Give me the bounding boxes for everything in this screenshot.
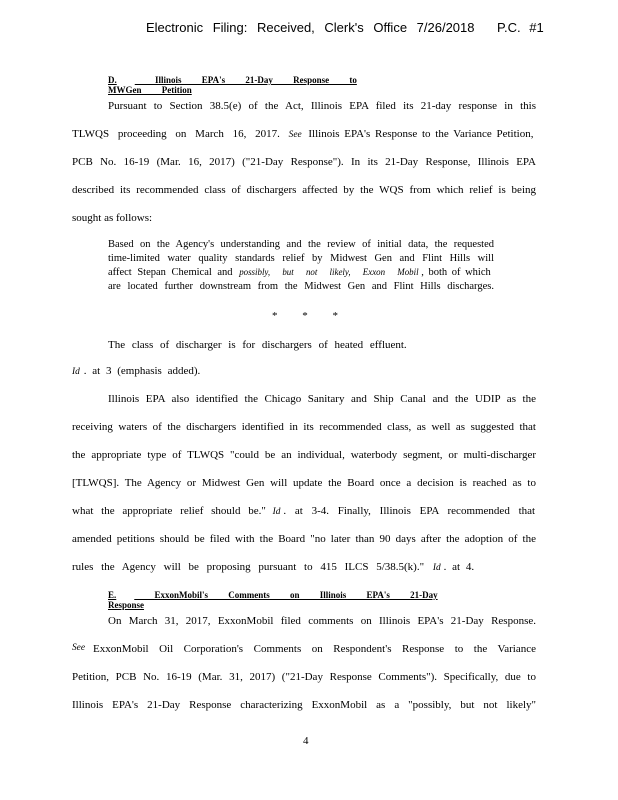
text-line: Pursuant to Section 38.5(e) of the Act, Illinois EPA filed its 21-day response in this [108, 100, 536, 112]
citation-id: Id [72, 367, 80, 377]
section-e-heading [108, 590, 448, 610]
text-span: ExxonMobil Oil Corporation's Comments on Respondent's Response to the Variance [92, 643, 536, 655]
text-span: what the appropriate relief should be." [72, 505, 266, 517]
citation-signal: See [72, 643, 85, 653]
citation-id: Id [432, 563, 441, 573]
filing-stamp: Electronic Filing: Received, Clerk's Office 7/26/2018 [146, 20, 475, 35]
text-span: , both of which [421, 267, 491, 278]
text-line: receiving waters of the dischargers identified in its recommended class, as well as suggested that [72, 421, 536, 433]
text-span: . at 3 (emphasis added). [83, 365, 201, 377]
text-span: . at 4. [443, 561, 475, 573]
text-line: described its recommended class of dischargers affected by the WQS from which relief is being [72, 184, 536, 196]
public-comment-number: P.C. #1 [497, 20, 544, 35]
citation-id: Id [272, 507, 281, 517]
text-line: the appropriate type of TLWQS "could be an individual, waterbody segment, or multi-discharger [72, 449, 536, 461]
text-line: PCB No. 16-19 (Mar. 16, 2017) ("21-Day Response"). In its 21-Day Response, Illinois EPA [72, 156, 536, 168]
text-span: TLWQS proceeding on March 16, 2017. [72, 128, 280, 140]
text-line: The class of discharger is for dischargers of heated effluent. [108, 339, 407, 351]
text-line [72, 561, 536, 573]
text-line: amended petitions should be filed with the Board "no later than 90 days after the adoption of the [72, 533, 536, 545]
text-line [72, 128, 536, 140]
text-line: [TLWQS]. The Agency or Midwest Gen will update the Board once a decision is reached as to [72, 477, 536, 489]
quote-line: are located further downstream from the Midwest Gen and Flint Hills discharges. [108, 281, 494, 292]
citation-signal: See [288, 130, 302, 140]
quote-line: Based on the Agency's understanding and the review of initial data, the requested [108, 239, 494, 250]
section-title: Illinois EPA's 21-Day Response to MWGen Petition [108, 75, 357, 95]
section-letter: E. [108, 590, 117, 600]
quote-line [108, 267, 494, 278]
text-line: On March 31, 2017, ExxonMobil filed comments on Illinois EPA's 21-Day Response. [108, 615, 536, 627]
text-line: Illinois EPA also identified the Chicago Sanitary and Ship Canal and the UDIP as the [108, 393, 536, 405]
text-line: Petition, PCB No. 16-19 (Mar. 31, 2017) ("21-Day Response Comments"). Specifically, due to [72, 671, 536, 683]
text-line [72, 505, 536, 517]
section-title: ExxonMobil's Comments on Illinois EPA's 21-Day Response [108, 590, 438, 610]
text-line [72, 365, 200, 377]
text-line [72, 643, 536, 655]
text-span: . at 3-4. Finally, Illinois EPA recommended that [283, 505, 536, 517]
text-line: sought as follows: [72, 212, 153, 224]
quote-line: time-limited water quality standards relief by Midwest Gen and Flint Hills will [108, 253, 494, 264]
emphasis-text: possibly, but not likely, Exxon Mobil [239, 267, 419, 277]
asterisk-separator: * * * [272, 310, 338, 322]
page-number: 4 [303, 735, 309, 747]
text-span: affect Stepan Chemical and [108, 267, 233, 278]
section-letter: D. [108, 75, 117, 85]
section-d-heading [108, 75, 408, 95]
text-line: Illinois EPA's 21-Day Response characterizing ExxonMobil as a "possibly, but not likely" [72, 699, 536, 711]
text-span: Illinois EPA's Response to the Variance Petition, [308, 128, 534, 140]
text-span: rules the Agency will be proposing pursuant to 415 ILCS 5/38.5(k)." [72, 561, 425, 573]
